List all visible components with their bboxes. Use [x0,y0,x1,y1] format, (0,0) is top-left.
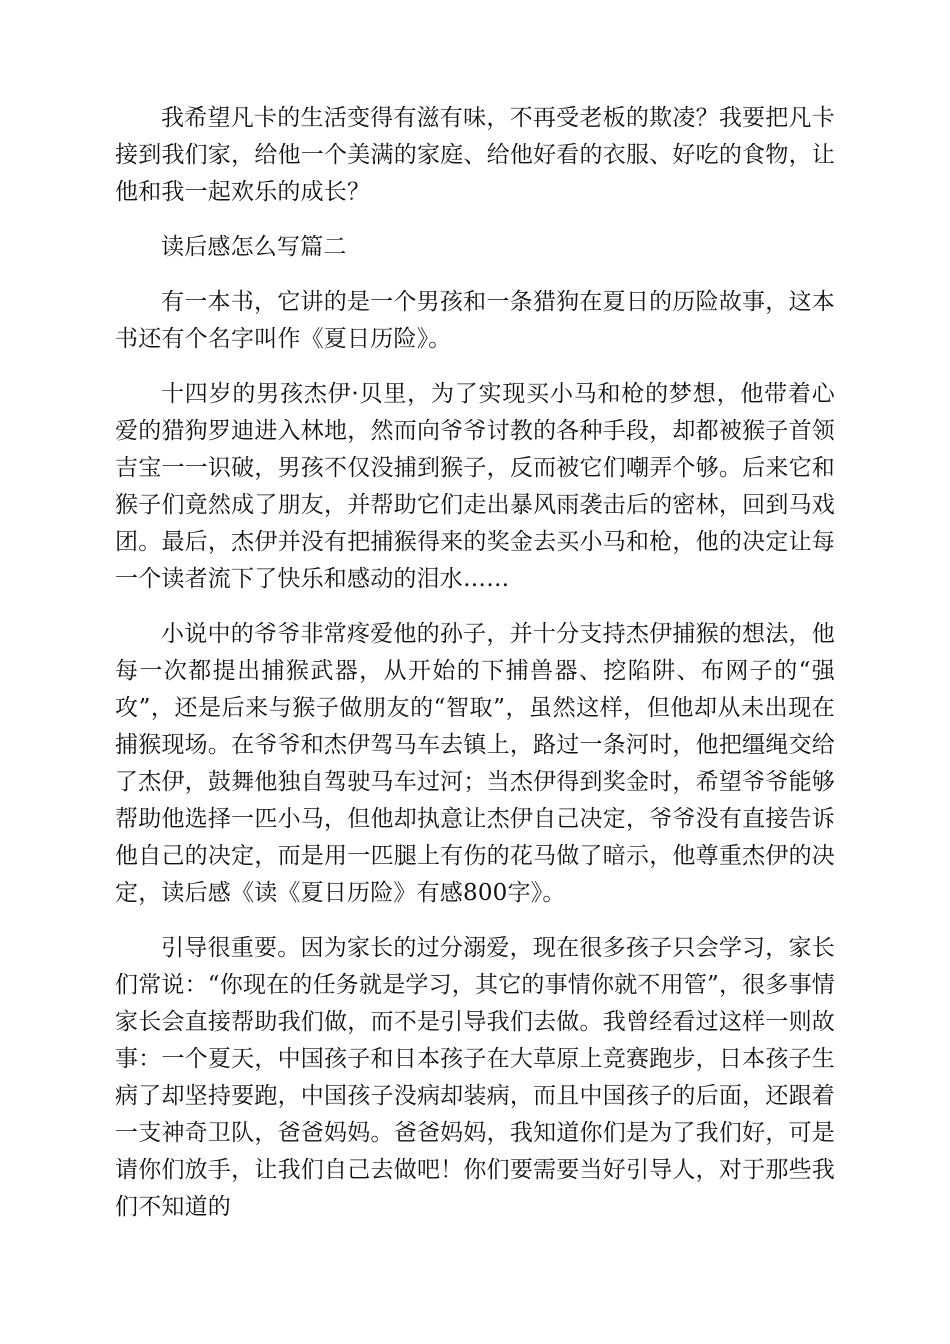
paragraph-4: 小说中的爷爷非常疼爱他的孙子，并十分支持杰伊捕猴的想法，他每一次都提出捕猴武器，从开始的下捕兽器、挖陷阱、布网子的“强攻”，还是后来与猴子做朋友的“智取”，虽然这样，但他却从未出现在捕猴现场。在爷爷和杰伊驾马车去镇上，路过一条河时，他把缰绳交给了杰伊，鼓舞他独自驾驶马车过河；当杰伊得到奖金时，希望爷爷能够帮助他选择一匹小马，但他却执意让杰伊自己决定，爷爷没有直接告诉他自己的决定，而是用一匹腿上有伤的花马做了暗示，他尊重杰伊的决定，读后感《读《夏日历险》有感800字》。 [115,621,835,906]
section-heading: 读后感怎么写篇二 [161,234,347,260]
paragraph-2: 有一本书，它讲的是一个男孩和一条猎狗在夏日的历险故事，这本书还有个名字叫作《夏日历险》。 [115,289,835,352]
paragraph-1: 我希望凡卡的生活变得有滋有味，不再受老板的欺凌？我要把凡卡接到我们家，给他一个美满的家庭、给他好看的衣服、好吃的食物，让他和我一起欢乐的成长？ [115,105,835,205]
paragraph-3: 十四岁的男孩杰伊·贝里，为了实现买小马和枪的梦想，他带着心爱的猎狗罗迪进入林地，然而向爷爷讨教的各种手段，却都被猴子首领吉宝一一识破，男孩不仅没捕到猴子，反而被它们嘲弄个够。后来它和猴子们竟然成了朋友，并帮助它们走出暴风雨袭击后的密林，回到马戏团。最后，杰伊并没有把捕猴得来的奖金去买小马和枪，他的决定让每一个读者流下了快乐和感动的泪水…… [115,381,835,592]
paragraph-5: 引导很重要。因为家长的过分溺爱，现在很多孩子只会学习，家长们常说：“你现在的任务就是学习，其它的事情你就不用管”，很多事情家长会直接帮助我们做，而不是引导我们去做。我曾经看过这样一则故事：一个夏天，中国孩子和日本孩子在大草原上竞赛跑步，日本孩子生病了却坚持要跑，中国孩子没病却装病，而且中国孩子的后面，还跟着一支神奇卫队，爸爸妈妈。爸爸妈妈，我知道你们是为了我们好，可是请你们放手，让我们自己去做吧！你们要需要当好引导人，对于那些我们不知道的 [115,935,835,1220]
document-page [115,100,835,1244]
